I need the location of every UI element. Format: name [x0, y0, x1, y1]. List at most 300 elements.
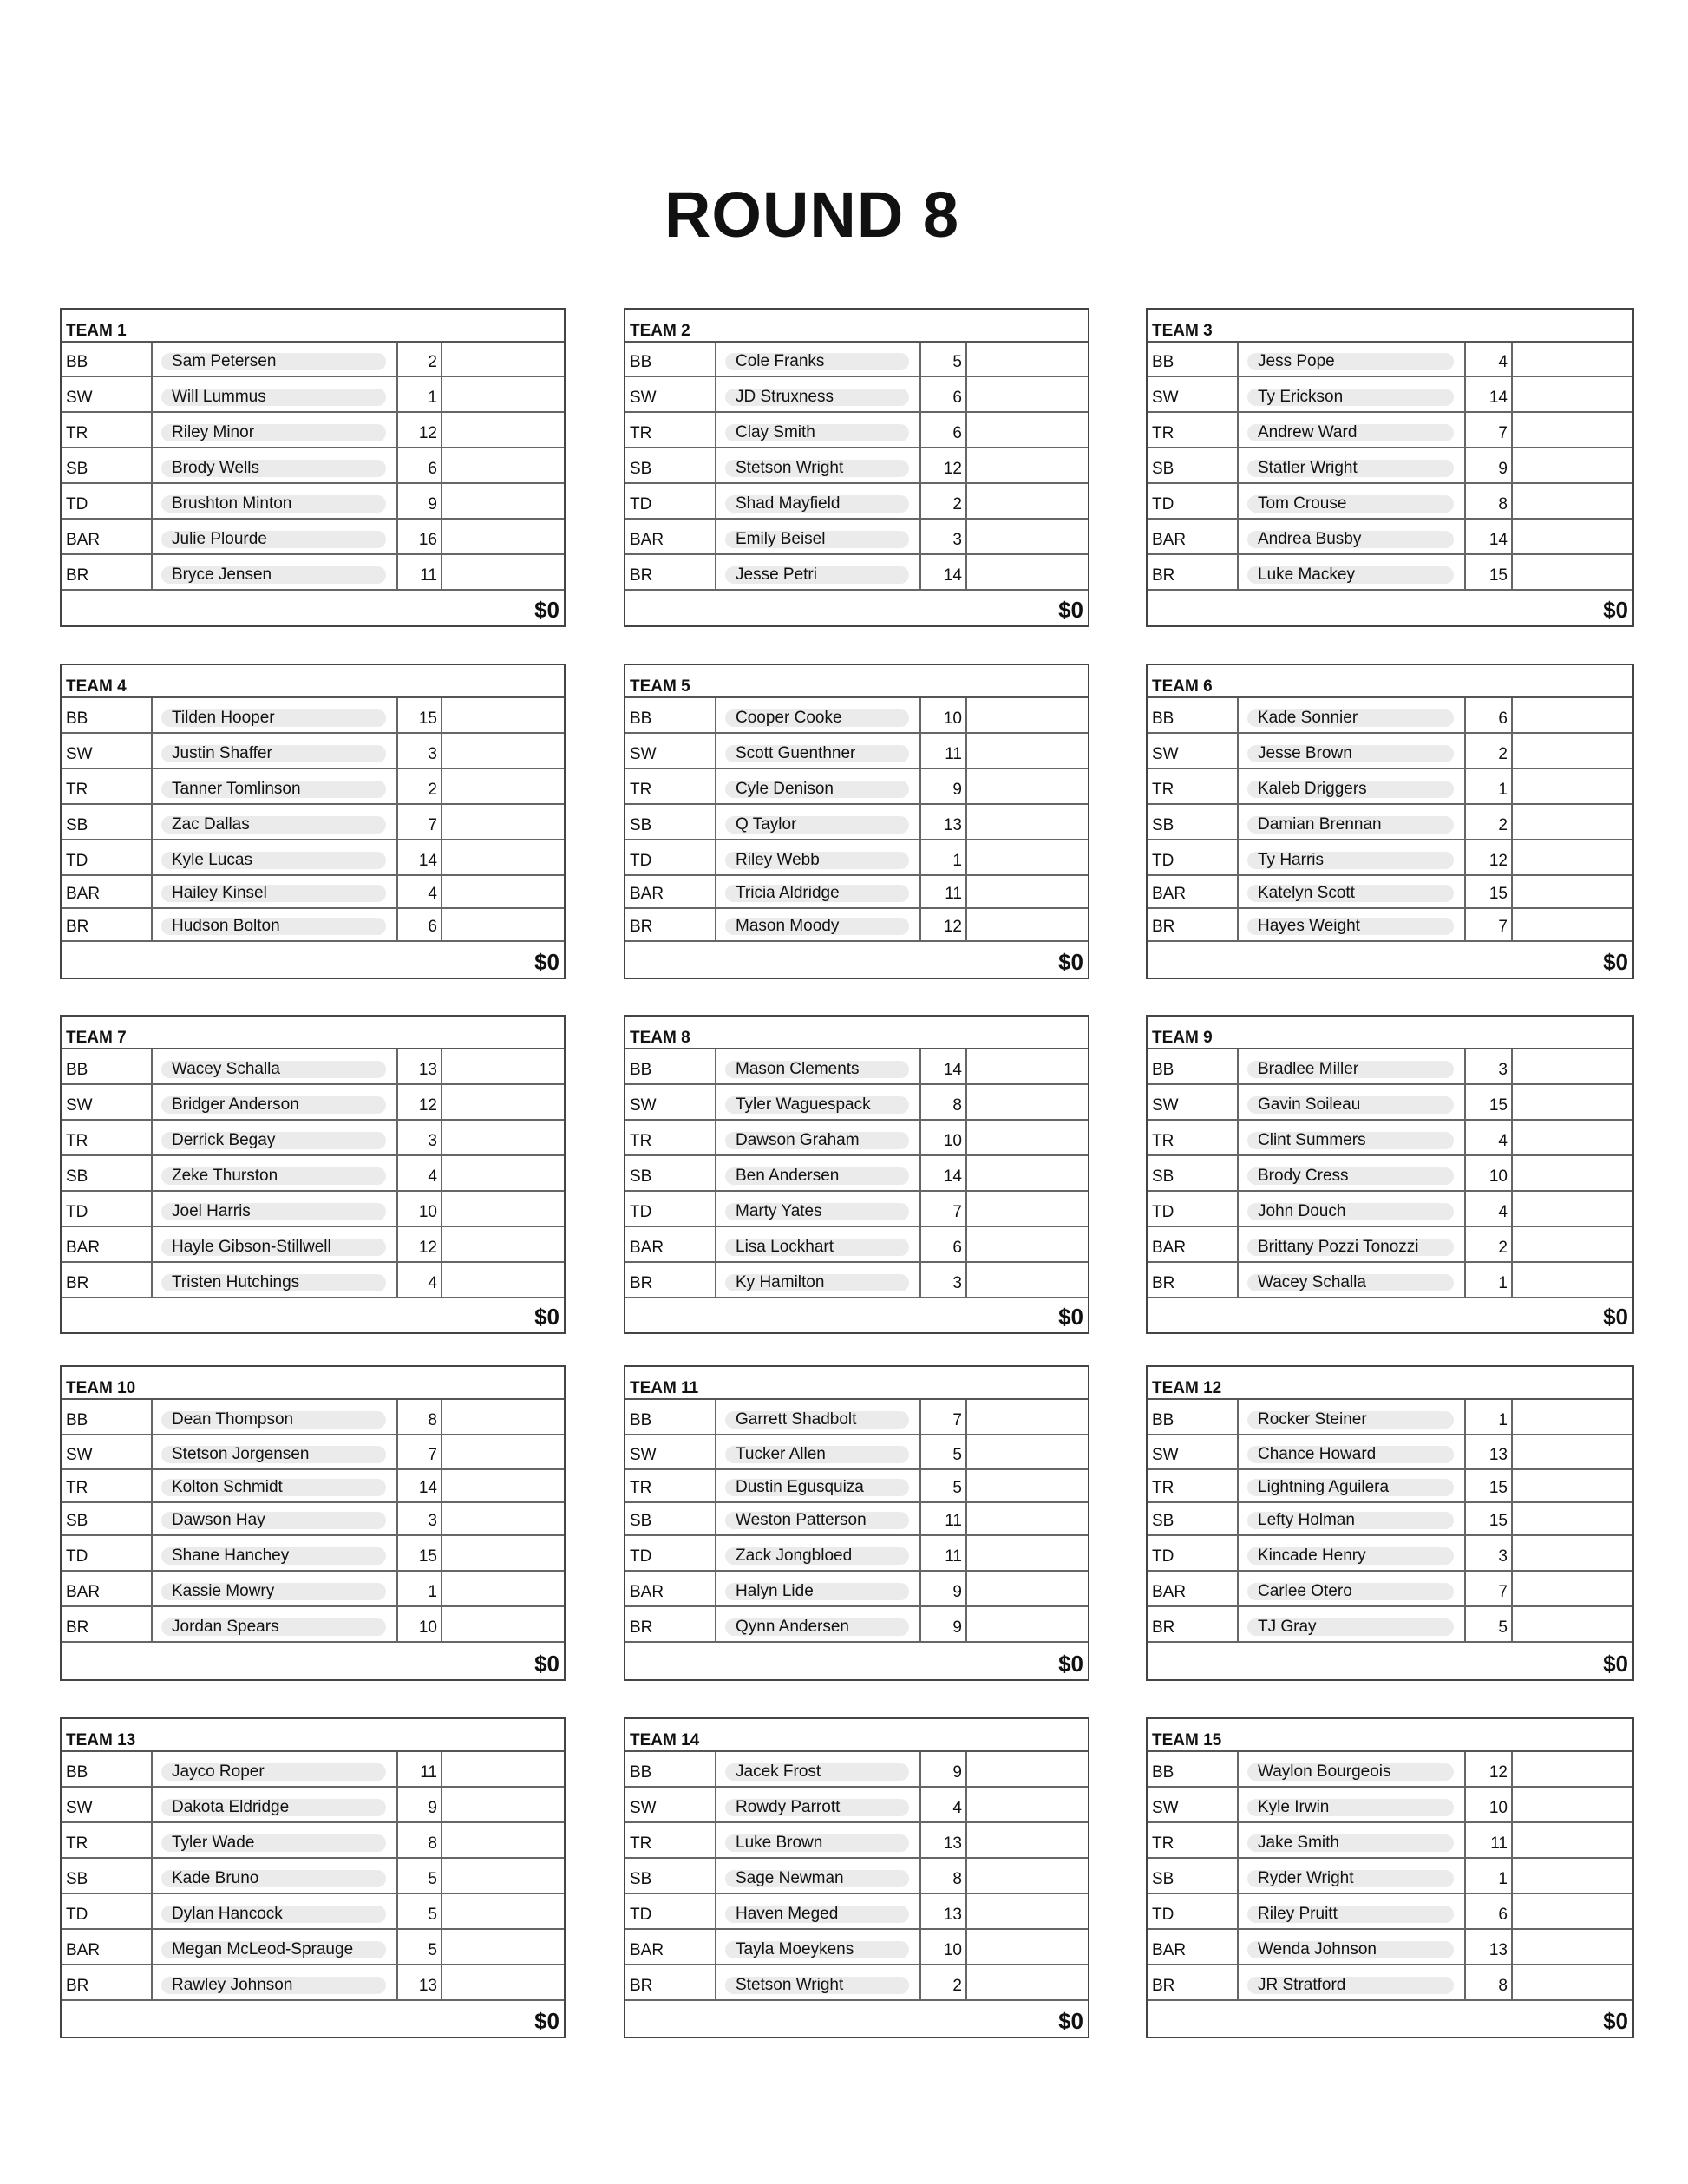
player-cell: [151, 1572, 396, 1605]
player-name: Sage Newman: [725, 1870, 909, 1887]
draw-number: 10: [919, 1121, 967, 1154]
table-row: [1148, 1572, 1632, 1607]
player-cell: [1237, 734, 1464, 768]
draw-number: 6: [396, 448, 442, 482]
draw-number: 10: [919, 1930, 967, 1964]
draw-number: 14: [1464, 520, 1513, 553]
table-row: [1148, 484, 1632, 520]
earnings-cell: [967, 734, 1088, 768]
draw-number: 8: [396, 1823, 442, 1857]
earnings-cell: [1513, 1435, 1632, 1468]
earnings-cell: [1513, 1156, 1632, 1190]
player-name: Tayla Moeykens: [725, 1941, 909, 1958]
earnings-cell: [442, 1965, 564, 1999]
team-name: TEAM 4: [62, 665, 564, 698]
player-cell: [151, 909, 396, 940]
earnings-cell: [442, 448, 564, 482]
earnings-cell: [442, 1503, 564, 1534]
player-name: Hayes Weight: [1247, 918, 1454, 935]
earnings-cell: [1513, 484, 1632, 518]
event-code: TD: [66, 852, 88, 870]
earnings-cell: [967, 1400, 1088, 1434]
team-total: $0: [534, 1304, 559, 1330]
draw-number: 1: [1464, 1859, 1513, 1893]
table-row: [1148, 555, 1632, 591]
player-name: Hailey Kinsel: [161, 885, 386, 902]
draw-number: 2: [396, 769, 442, 803]
earnings-cell: [442, 1536, 564, 1570]
draw-number: 10: [396, 1192, 442, 1226]
earnings-cell: [967, 413, 1088, 447]
table-row: [62, 1536, 564, 1572]
player-cell: [715, 1823, 919, 1857]
player-cell: [715, 1263, 919, 1297]
draw-number: 9: [1464, 448, 1513, 482]
event-code: SB: [66, 460, 88, 478]
table-row: [62, 1894, 564, 1930]
earnings-cell: [1513, 1503, 1632, 1534]
earnings-cell: [1513, 1121, 1632, 1154]
player-cell: [715, 1752, 919, 1786]
table-row: [1148, 1823, 1632, 1859]
table-row: [1148, 734, 1632, 769]
earnings-cell: [442, 698, 564, 732]
player-name: Clay Smith: [725, 424, 909, 441]
earnings-cell: [1513, 1607, 1632, 1641]
earnings-cell: [1513, 1572, 1632, 1605]
earnings-cell: [967, 1930, 1088, 1964]
player-name: Joel Harris: [161, 1203, 386, 1220]
team-name: TEAM 15: [1148, 1719, 1632, 1752]
player-cell: [151, 520, 396, 553]
earnings-cell: [442, 1470, 564, 1501]
team-total-row: [1148, 2001, 1632, 2037]
event-code: BAR: [630, 531, 664, 549]
team-card: [624, 1365, 1089, 1681]
draw-number: 12: [396, 1085, 442, 1119]
event-code: BAR: [66, 1941, 101, 1959]
player-cell: [715, 1435, 919, 1468]
draw-number: 1: [1464, 1263, 1513, 1297]
player-cell: [1237, 840, 1464, 874]
draw-number: 11: [396, 555, 442, 589]
player-cell: [715, 1121, 919, 1154]
team-total: $0: [534, 597, 559, 623]
player-name: Stetson Wright: [725, 1977, 909, 1994]
player-name: Hayle Gibson-Stillwell: [161, 1239, 386, 1256]
team-total: $0: [1058, 597, 1083, 623]
earnings-cell: [442, 1752, 564, 1786]
earnings-cell: [967, 1192, 1088, 1226]
table-row: [62, 1085, 564, 1121]
table-row: [625, 1227, 1088, 1263]
draw-number: 8: [919, 1859, 967, 1893]
draw-number: 2: [1464, 805, 1513, 839]
earnings-cell: [967, 840, 1088, 874]
team-total-row: [62, 591, 564, 625]
draw-number: 14: [919, 1049, 967, 1083]
draw-number: 14: [396, 1470, 442, 1501]
table-row: [1148, 1788, 1632, 1823]
draw-number: 3: [919, 1263, 967, 1297]
table-row: [625, 1823, 1088, 1859]
draw-number: 13: [1464, 1930, 1513, 1964]
earnings-cell: [1513, 769, 1632, 803]
player-name: JD Struxness: [725, 389, 909, 406]
event-code: BB: [1152, 1763, 1174, 1782]
earnings-cell: [967, 1894, 1088, 1928]
event-code: BR: [66, 1618, 89, 1637]
player-cell: [715, 698, 919, 732]
earnings-cell: [967, 698, 1088, 732]
team-name: TEAM 1: [62, 310, 564, 343]
draw-number: 1: [1464, 1400, 1513, 1434]
player-name: Weston Patterson: [725, 1512, 909, 1529]
draw-number: 8: [1464, 1965, 1513, 1999]
event-code: TD: [630, 1203, 652, 1221]
player-cell: [1237, 555, 1464, 589]
draw-number: 1: [396, 377, 442, 411]
table-row: [1148, 1156, 1632, 1192]
event-code: SW: [1152, 1446, 1179, 1464]
earnings-cell: [442, 909, 564, 940]
player-name: Bridger Anderson: [161, 1096, 386, 1114]
player-cell: [151, 1894, 396, 1928]
player-name: Derrick Begay: [161, 1132, 386, 1149]
team-name: TEAM 9: [1148, 1017, 1632, 1049]
player-cell: [1237, 698, 1464, 732]
draw-number: 15: [1464, 876, 1513, 907]
event-code: TD: [630, 852, 652, 870]
player-name: Ty Erickson: [1247, 389, 1454, 406]
team-total-row: [625, 2001, 1088, 2037]
player-name: Bradlee Miller: [1247, 1061, 1454, 1078]
player-cell: [151, 555, 396, 589]
event-code: SB: [66, 1167, 88, 1186]
draw-number: 15: [396, 698, 442, 732]
event-code: SB: [630, 1870, 652, 1888]
player-name: Kincade Henry: [1247, 1547, 1454, 1565]
event-code: BB: [630, 709, 652, 728]
draw-number: 13: [396, 1049, 442, 1083]
player-cell: [151, 734, 396, 768]
event-code: BB: [630, 1061, 652, 1079]
table-row: [62, 1470, 564, 1503]
table-row: [625, 1049, 1088, 1085]
player-cell: [151, 876, 396, 907]
draw-number: 2: [1464, 1227, 1513, 1261]
team-name: TEAM 13: [62, 1719, 564, 1752]
team-name: TEAM 12: [1148, 1367, 1632, 1400]
player-cell: [715, 1788, 919, 1821]
earnings-cell: [1513, 840, 1632, 874]
earnings-cell: [1513, 1227, 1632, 1261]
draw-number: 6: [396, 909, 442, 940]
earnings-cell: [442, 1435, 564, 1468]
player-cell: [715, 343, 919, 376]
player-cell: [1237, 1400, 1464, 1434]
player-cell: [1237, 1894, 1464, 1928]
table-row: [625, 1607, 1088, 1643]
table-row: [625, 698, 1088, 734]
table-row: [625, 413, 1088, 448]
player-cell: [715, 1156, 919, 1190]
table-row: [1148, 1435, 1632, 1470]
player-cell: [715, 1859, 919, 1893]
player-name: Clint Summers: [1247, 1132, 1454, 1149]
player-cell: [151, 484, 396, 518]
player-cell: [1237, 520, 1464, 553]
player-name: Shane Hanchey: [161, 1547, 386, 1565]
player-name: Justin Shaffer: [161, 745, 386, 762]
earnings-cell: [1513, 520, 1632, 553]
event-code: SW: [630, 1446, 657, 1464]
team-total-row: [625, 1643, 1088, 1679]
player-cell: [715, 734, 919, 768]
table-row: [62, 1607, 564, 1643]
table-row: [625, 1536, 1088, 1572]
event-code: SW: [1152, 1096, 1179, 1115]
earnings-cell: [1513, 1965, 1632, 1999]
table-row: [62, 1192, 564, 1227]
table-row: [1148, 1752, 1632, 1788]
draw-number: 9: [919, 1752, 967, 1786]
table-row: [1148, 1503, 1632, 1536]
earnings-cell: [1513, 1085, 1632, 1119]
team-card: [60, 1717, 566, 2038]
earnings-cell: [1513, 1400, 1632, 1434]
player-name: Rawley Johnson: [161, 1977, 386, 1994]
team-card: [60, 1015, 566, 1334]
earnings-cell: [967, 1859, 1088, 1893]
player-cell: [1237, 1859, 1464, 1893]
player-cell: [151, 1859, 396, 1893]
table-row: [625, 1085, 1088, 1121]
earnings-cell: [1513, 909, 1632, 940]
player-name: Carlee Otero: [1247, 1583, 1454, 1600]
team-total-row: [1148, 591, 1632, 625]
team-total-row: [62, 942, 564, 978]
player-cell: [151, 1085, 396, 1119]
team-card: [1146, 308, 1634, 627]
player-cell: [715, 1930, 919, 1964]
earnings-cell: [442, 805, 564, 839]
table-row: [62, 1227, 564, 1263]
team-card: [624, 664, 1089, 979]
draw-number: 14: [919, 555, 967, 589]
earnings-cell: [967, 1263, 1088, 1297]
player-name: Stetson Jorgensen: [161, 1446, 386, 1463]
earnings-cell: [1513, 377, 1632, 411]
player-cell: [151, 1823, 396, 1857]
team-total: $0: [1603, 597, 1628, 623]
event-code: TR: [66, 1834, 88, 1853]
player-cell: [1237, 377, 1464, 411]
earnings-cell: [1513, 698, 1632, 732]
table-row: [625, 1435, 1088, 1470]
earnings-cell: [442, 1859, 564, 1893]
draw-number: 9: [919, 1607, 967, 1641]
draw-number: 5: [919, 1435, 967, 1468]
table-row: [1148, 520, 1632, 555]
draw-number: 2: [919, 1965, 967, 1999]
earnings-cell: [442, 1156, 564, 1190]
player-name: Riley Minor: [161, 424, 386, 441]
draw-number: 14: [919, 1156, 967, 1190]
draw-number: 4: [396, 1156, 442, 1190]
table-row: [62, 698, 564, 734]
event-code: TD: [630, 1547, 652, 1566]
event-code: SW: [66, 745, 93, 763]
earnings-cell: [442, 734, 564, 768]
table-row: [625, 1400, 1088, 1435]
event-code: BAR: [1152, 1941, 1187, 1959]
draw-number: 6: [919, 1227, 967, 1261]
player-name: Wacey Schalla: [1247, 1274, 1454, 1291]
event-code: TD: [1152, 495, 1174, 513]
earnings-cell: [967, 1823, 1088, 1857]
player-name: Cyle Denison: [725, 781, 909, 798]
draw-number: 12: [919, 909, 967, 940]
player-name: Jayco Roper: [161, 1763, 386, 1781]
draw-number: 8: [919, 1085, 967, 1119]
event-code: BR: [630, 918, 653, 936]
earnings-cell: [967, 1470, 1088, 1501]
earnings-cell: [442, 555, 564, 589]
player-name: Julie Plourde: [161, 531, 386, 548]
earnings-cell: [967, 343, 1088, 376]
earnings-cell: [1513, 1192, 1632, 1226]
table-row: [1148, 1121, 1632, 1156]
event-code: SB: [630, 1167, 652, 1186]
event-code: TR: [630, 781, 652, 799]
player-cell: [715, 805, 919, 839]
team-total-row: [62, 1643, 564, 1679]
player-name: Lisa Lockhart: [725, 1239, 909, 1256]
draw-number: 12: [1464, 1752, 1513, 1786]
player-cell: [151, 1400, 396, 1434]
event-code: SW: [66, 1446, 93, 1464]
draw-number: 11: [919, 1536, 967, 1570]
event-code: BAR: [630, 1941, 664, 1959]
player-name: Tricia Aldridge: [725, 885, 909, 902]
earnings-cell: [442, 1227, 564, 1261]
event-code: BR: [630, 1618, 653, 1637]
player-name: Hudson Bolton: [161, 918, 386, 935]
event-code: SB: [630, 816, 652, 834]
earnings-cell: [967, 1965, 1088, 1999]
event-code: BAR: [630, 885, 664, 903]
team-total: $0: [1603, 949, 1628, 975]
table-row: [625, 1470, 1088, 1503]
player-name: Cooper Cooke: [725, 709, 909, 727]
player-name: Q Taylor: [725, 816, 909, 834]
team-name: TEAM 3: [1148, 310, 1632, 343]
event-code: TD: [66, 1906, 88, 1924]
earnings-cell: [967, 555, 1088, 589]
player-name: Qynn Andersen: [725, 1618, 909, 1636]
event-code: BAR: [66, 885, 101, 903]
earnings-cell: [967, 484, 1088, 518]
player-cell: [715, 1607, 919, 1641]
draw-number: 3: [396, 1503, 442, 1534]
draw-number: 15: [1464, 1085, 1513, 1119]
event-code: BAR: [66, 1583, 101, 1601]
player-cell: [1237, 1965, 1464, 1999]
earnings-cell: [1513, 805, 1632, 839]
event-code: SW: [630, 1096, 657, 1115]
event-code: BR: [1152, 1977, 1175, 1995]
draw-number: 4: [396, 1263, 442, 1297]
event-code: BB: [1152, 709, 1174, 728]
player-name: Megan McLeod-Sprauge: [161, 1941, 386, 1958]
event-code: SW: [1152, 389, 1179, 407]
team-total-row: [625, 1298, 1088, 1332]
player-name: Tom Crouse: [1247, 495, 1454, 513]
table-row: [625, 1263, 1088, 1298]
page-title: ROUND 8: [664, 179, 960, 251]
earnings-cell: [967, 1049, 1088, 1083]
table-row: [62, 555, 564, 591]
player-cell: [715, 1192, 919, 1226]
player-cell: [1237, 1572, 1464, 1605]
draw-number: 3: [396, 1121, 442, 1154]
player-cell: [715, 1965, 919, 1999]
draw-number: 3: [1464, 1536, 1513, 1570]
draw-number: 7: [396, 805, 442, 839]
draw-number: 4: [396, 876, 442, 907]
player-cell: [715, 1503, 919, 1534]
player-name: Kyle Lucas: [161, 852, 386, 869]
event-code: TR: [1152, 1479, 1174, 1497]
player-cell: [151, 1435, 396, 1468]
earnings-cell: [1513, 413, 1632, 447]
team-total-row: [1148, 1643, 1632, 1679]
event-code: BR: [1152, 566, 1175, 585]
draw-number: 5: [396, 1894, 442, 1928]
table-row: [625, 769, 1088, 805]
team-total: $0: [534, 2008, 559, 2034]
table-row: [62, 909, 564, 942]
draw-number: 6: [919, 377, 967, 411]
table-row: [625, 520, 1088, 555]
table-row: [62, 1859, 564, 1894]
table-row: [1148, 1930, 1632, 1965]
team-name: TEAM 6: [1148, 665, 1632, 698]
player-name: Riley Webb: [725, 852, 909, 869]
player-name: Brushton Minton: [161, 495, 386, 513]
table-row: [62, 448, 564, 484]
event-code: SW: [66, 1096, 93, 1115]
table-row: [625, 377, 1088, 413]
player-name: Jesse Petri: [725, 566, 909, 584]
player-name: Andrew Ward: [1247, 424, 1454, 441]
table-row: [1148, 1263, 1632, 1298]
team-total: $0: [1603, 1304, 1628, 1330]
player-cell: [1237, 1227, 1464, 1261]
team-name: TEAM 7: [62, 1017, 564, 1049]
earnings-cell: [1513, 1894, 1632, 1928]
draw-number: 12: [396, 1227, 442, 1261]
team-total: $0: [1058, 949, 1083, 975]
player-name: Tyler Wade: [161, 1834, 386, 1852]
player-cell: [151, 1192, 396, 1226]
draw-number: 13: [919, 1894, 967, 1928]
earnings-cell: [442, 1788, 564, 1821]
event-code: SB: [630, 460, 652, 478]
earnings-cell: [1513, 448, 1632, 482]
event-code: TR: [630, 1834, 652, 1853]
